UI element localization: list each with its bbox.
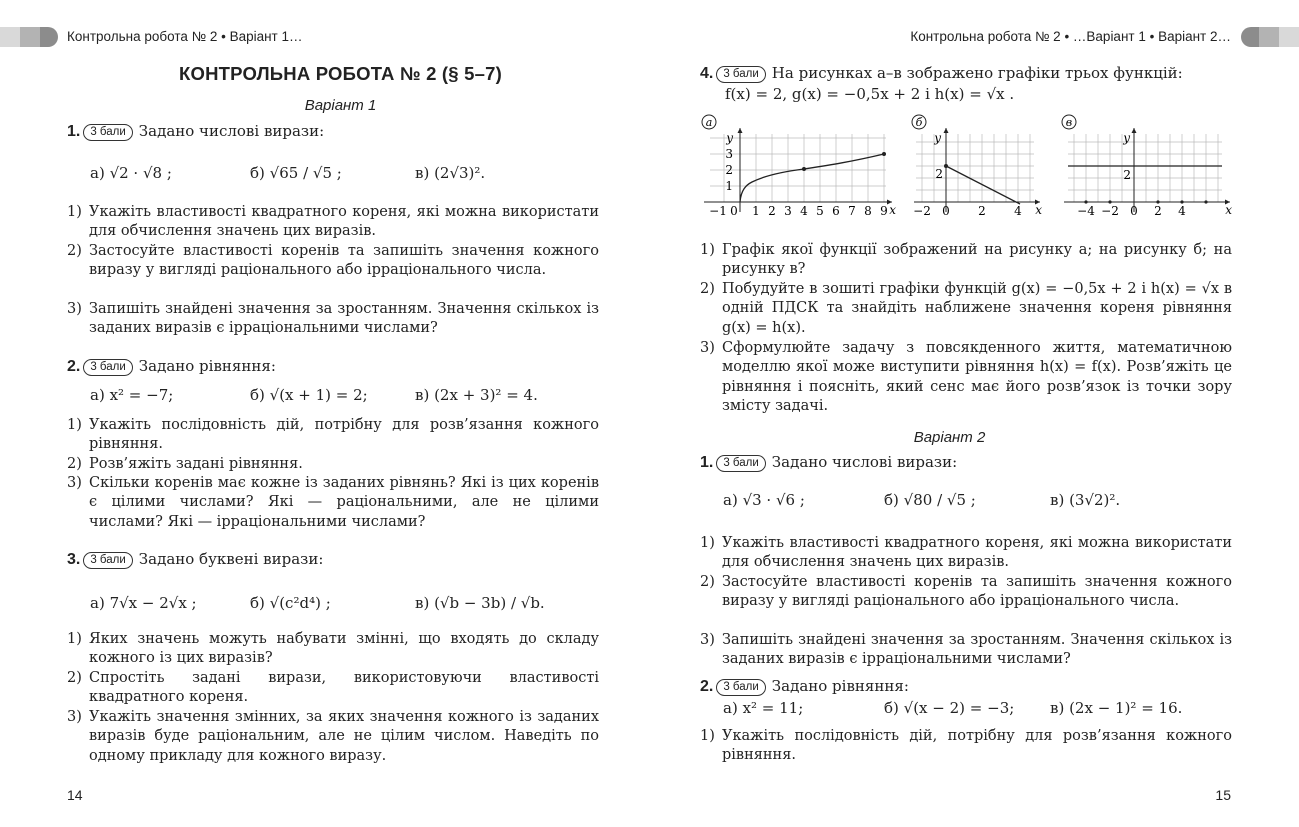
svg-text:y: y [934,131,941,145]
points-badge: 3 бали [716,455,765,472]
question-2: 2) Застосуйте властивості коренів та запишіть значення кожного виразу у вигляді раціонального або ірраціонального числа. [700,574,1232,610]
question-1: 1) Яких значень можуть набувати змінні, що входять до складу кожного із цих виразів? [67,631,599,667]
task-1-header [700,453,957,472]
svg-text:4: 4 [1178,204,1186,218]
task-number: 2. [700,678,714,695]
svg-text:0: 0 [730,204,738,218]
graph-c [1060,112,1235,226]
question-2: 2) Застосуйте властивості коренів та запишіть значення кожного виразу у вигляді раціонального або ірраціонального числа. [67,243,599,279]
svg-text:6: 6 [832,204,840,218]
x-tick-labels [913,204,1022,218]
svg-text:−1: −1 [709,204,727,218]
question-3: 3) Запишіть знайдені значення за зростанням. Значення скількох із заданих виразів є ірраціональними числами? [67,301,599,337]
expr-c: в) (3√2)². [1050,491,1121,509]
points-badge: 3 бали [83,552,132,569]
expr-c: в) (√b − 3b) / √b. [415,594,545,612]
x-tick-labels [709,204,888,218]
function-list: f(x) = 2, g(x) = −0,5x + 2 і h(x) = √x . [725,85,1015,103]
running-head: Контрольна робота № 2 • Варіант 1… [67,29,303,44]
expr-b: б) √(x + 1) = 2; [250,386,368,404]
task-3-header [67,550,323,569]
expr-b: б) √80 / √5 ; [884,491,976,509]
points-badge: 3 бали [83,124,132,141]
question-2: 2) Розв’яжіть задані рівняння. [67,456,303,472]
question-1: 1) Укажіть послідовність дій, потрібну для розв’язання кожного рівняння. [700,728,1232,764]
question-1: 1) Графік якої функції зображений на рисунку а; на рисунку б; на рисунку в? [700,242,1232,278]
svg-text:2: 2 [978,204,986,218]
task-intro: Задано буквені вирази: [138,550,324,568]
grid [710,134,886,202]
task-intro: Задано рівняння: [771,677,909,695]
page-number: 14 [67,787,83,803]
graph-label: в [1065,116,1073,129]
graph-a [700,112,900,226]
svg-text:−4: −4 [1077,204,1095,218]
question-3: 3) Скільки коренів має кожне із заданих рівнянь? Які із цих коренів є цілими числами? Які — раціональними, але не цілими числами? Які — ірраціональними числами? [67,475,599,530]
function-curve [740,154,884,202]
x-tick-labels [1077,204,1186,218]
y-tick-label: 2 [1123,168,1131,182]
task-2-header [700,677,909,696]
svg-text:y: y [726,131,733,145]
function-line [946,166,1020,204]
expr-a: а) 7√x − 2√x ; [90,594,197,612]
task-1-header [67,122,324,141]
task-number: 2. [67,358,81,375]
page-tab-marker [0,27,58,47]
svg-text:4: 4 [800,204,808,218]
left-page [0,0,649,827]
svg-text:−2: −2 [913,204,931,218]
svg-text:1: 1 [752,204,760,218]
variant-heading: Варіант 1 [304,97,377,114]
points-badge: 3 бали [716,679,765,696]
points-badge: 3 бали [83,359,132,376]
task-intro: Задано рівняння: [138,357,276,375]
svg-text:x: x [1035,203,1042,217]
graph-b [910,112,1050,226]
svg-text:2: 2 [725,163,733,177]
svg-text:y: y [1123,131,1130,145]
question-1: 1) Укажіть властивості квадратного кореня, які можна використати для обчислення значень цих виразів. [67,204,599,240]
page-number: 15 [1215,787,1231,803]
expr-b: б) √(c²d⁴) ; [250,594,331,612]
svg-text:2: 2 [768,204,776,218]
task-4-header [700,64,1183,83]
graph-label: а [705,116,713,129]
svg-text:5: 5 [816,204,824,218]
svg-text:2: 2 [1154,204,1162,218]
svg-text:0: 0 [942,204,950,218]
expr-a: а) √2 · √8 ; [90,164,172,182]
page-tab-marker [1241,27,1299,47]
svg-text:8: 8 [864,204,872,218]
svg-text:9: 9 [880,204,888,218]
points-badge: 3 бали [716,66,765,83]
svg-text:−2: −2 [1101,204,1119,218]
grid [1068,134,1222,202]
svg-text:x: x [1225,203,1232,217]
question-3: 3) Сформулюйте задачу з повсякденного життя, математичною моделлю якої може виступити рівняння h(x) = f(x). Розв’яжіть це рівняння і поясніть, який сенс має його розв’язок із точки зору змісту задачі. [700,340,1232,415]
expr-a: а) √3 · √6 ; [723,491,805,509]
svg-text:0: 0 [1130,204,1138,218]
question-1: 1) Укажіть послідовність дій, потрібну для розв’язання кожного рівняння. [67,417,599,453]
question-2: 2) Побудуйте в зошиті графіки функцій g(x) = −0,5x + 2 і h(x) = √x в одній ПДСК та знайдіть наближене значення кореня рівняння g(x) = h(x). [700,281,1232,336]
question-1: 1) Укажіть властивості квадратного кореня, які можна використати для обчислення значень цих виразів. [700,535,1232,571]
question-3: 3) Укажіть значення змінних, за яких значення кожного із заданих виразів буде раціональним, але не цілим числом. Наведіть по одному прикладу для кожного виразу. [67,709,599,764]
task-number: 1. [67,123,81,140]
question-2: 2) Спростіть задані вирази, використовуючи властивості квадратного кореня. [67,670,599,706]
task-number: 1. [700,454,714,471]
graph-label: б [915,116,923,129]
svg-text:1: 1 [725,179,733,193]
svg-text:x: x [889,203,896,217]
task-number: 4. [700,65,714,82]
page-title: КОНТРОЛЬНА РОБОТА № 2 (§ 5–7) [179,63,502,84]
expr-c: в) (2x − 1)² = 16. [1050,699,1183,717]
expr-c: в) (2x + 3)² = 4. [415,386,538,404]
y-tick-labels [725,147,733,193]
task-intro: Задано числові вирази: [771,453,958,471]
task-number: 3. [67,551,81,568]
task-intro: На рисунках а–в зображено графіки трьох функцій: [771,64,1183,82]
expr-a: а) x² = −7; [90,386,174,404]
svg-text:3: 3 [725,147,733,161]
right-page [650,0,1299,827]
task-intro: Задано числові вирази: [138,122,325,140]
y-tick-label: 2 [935,167,943,181]
expr-c: в) (2√3)². [415,164,486,182]
expr-b: б) √65 / √5 ; [250,164,342,182]
expr-a: а) x² = 11; [723,699,804,717]
expr-b: б) √(x − 2) = −3; [884,699,1015,717]
svg-text:7: 7 [848,204,856,218]
svg-text:4: 4 [1014,204,1022,218]
running-head: Контрольна робота № 2 • …Варіант 1 • Варіант 2… [910,29,1231,44]
variant-heading: Варіант 2 [913,429,986,446]
question-3: 3) Запишіть знайдені значення за зростанням. Значення скількох із заданих виразів є ірраціональними числами? [700,632,1232,668]
svg-text:3: 3 [784,204,792,218]
task-2-header [67,357,276,376]
